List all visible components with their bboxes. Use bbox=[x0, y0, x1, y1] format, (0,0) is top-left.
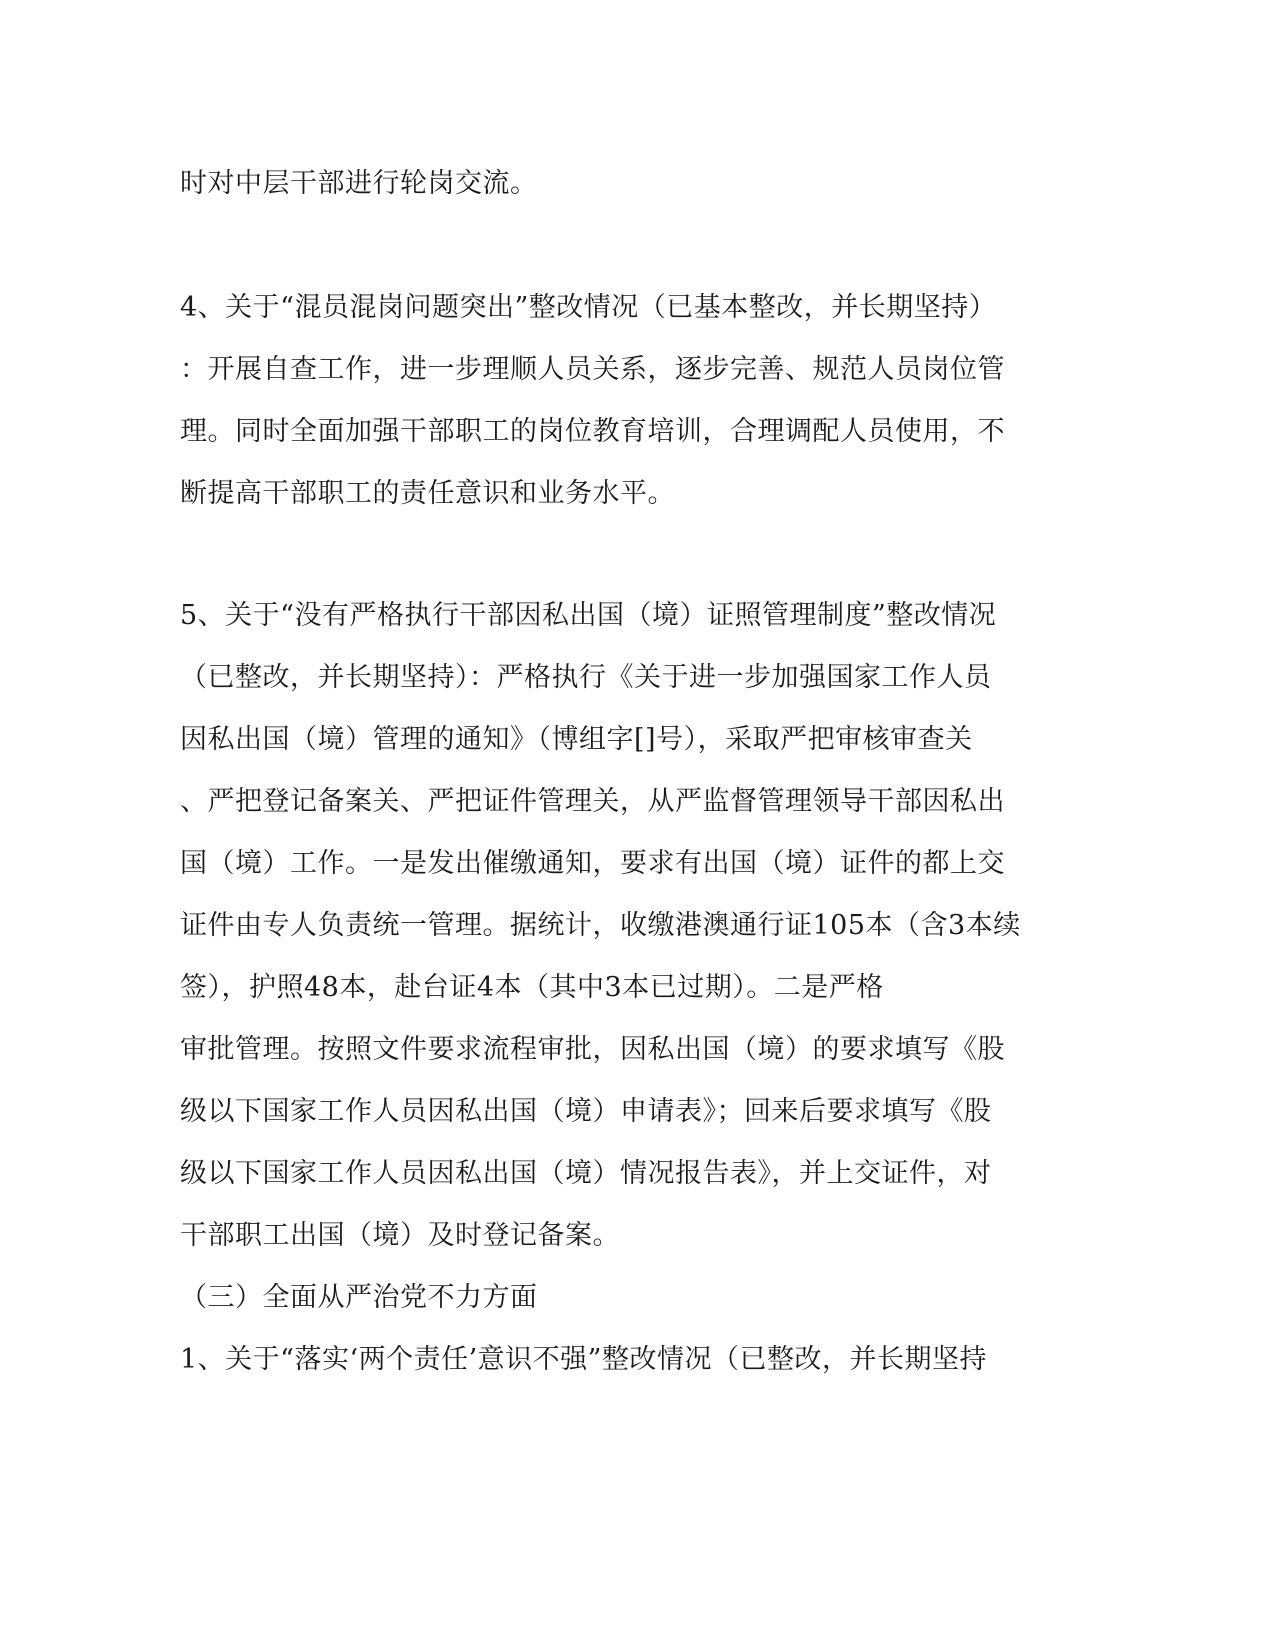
text-line: ：开展自查工作，进一步理顺人员关系，逐步完善、规范人员岗位管 bbox=[180, 354, 1005, 385]
text-line: 、严把登记备案关、严把证件管理关，从严监督管理领导干部因私出 bbox=[180, 786, 1005, 817]
text-line: 5、关于“没有严格执行干部因私出国（境）证照管理制度”整改情况 bbox=[180, 600, 997, 631]
text-line: 断提高干部职工的责任意识和业务水平。 bbox=[180, 478, 675, 509]
text-line: 签），护照48本，赴台证4本（其中3本已过期）。二是严格 bbox=[180, 972, 884, 1003]
text-line: 级以下国家工作人员因私出国（境）申请表》；回来后要求填写《股 bbox=[180, 1096, 992, 1127]
text-line: 理。同时全面加强干部职工的岗位教育培训，合理调配人员使用，不 bbox=[180, 416, 1005, 447]
text-line: 干部职工出国（境）及时登记备案。 bbox=[180, 1220, 620, 1251]
text-line: 4、关于“混员混岗问题突出”整改情况（已基本整改，并长期坚持） bbox=[180, 292, 997, 323]
text-line: 审批管理。按照文件要求流程审批，因私出国（境）的要求填写《股 bbox=[180, 1034, 1005, 1065]
text-line: 1、关于“落实‘两个责任’意识不强”整改情况（已整改，并长期坚持 bbox=[180, 1344, 987, 1375]
text-line: 时对中层干部进行轮岗交流。 bbox=[180, 168, 538, 199]
text-line: 级以下国家工作人员因私出国（境）情况报告表》，并上交证件，对 bbox=[180, 1158, 992, 1189]
text-line: 国（境）工作。一是发出催缴通知，要求有出国（境）证件的都上交 bbox=[180, 848, 1005, 879]
text-line: （已整改，并长期坚持）：严格执行《关于进一步加强国家工作人员 bbox=[180, 662, 992, 693]
section-heading: （三）全面从严治党不力方面 bbox=[180, 1282, 538, 1313]
text-line: 证件由专人负责统一管理。据统计，收缴港澳通行证105本（含3本续 bbox=[180, 910, 1021, 941]
text-line: 因私出国（境）管理的通知》（博组字[]号），采取严把审核审查关 bbox=[180, 724, 973, 755]
